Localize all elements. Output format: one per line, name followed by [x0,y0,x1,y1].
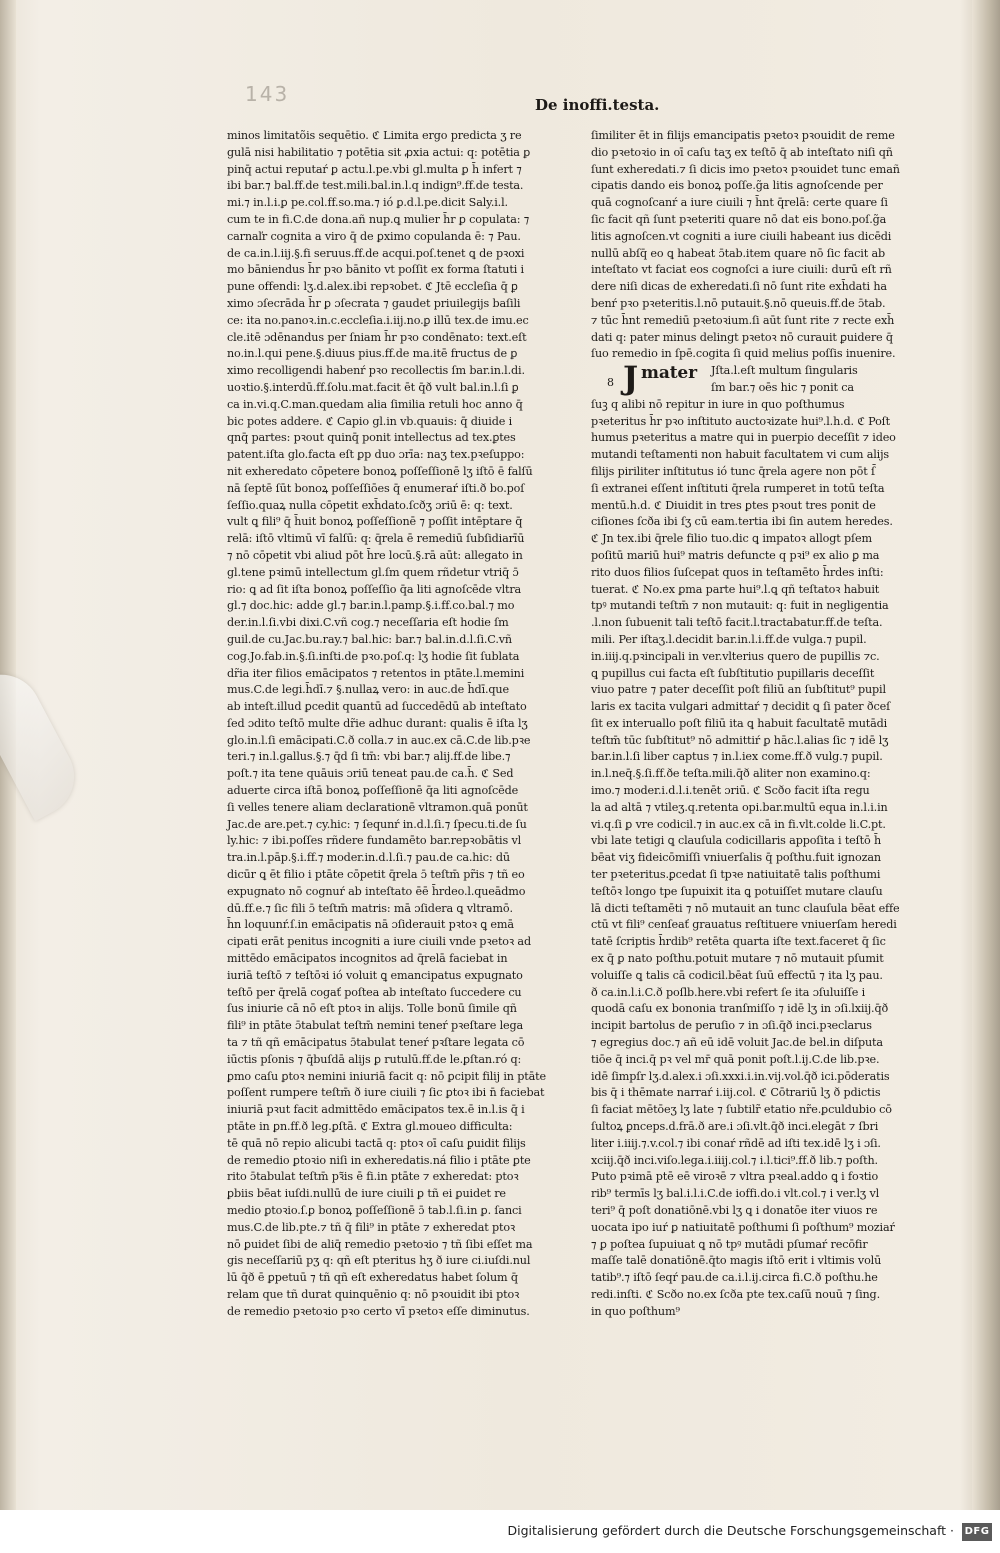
text-line: pꝛeteritus h̄r pꝛo inſtituto auctoꝛizate hui⁹.l.h.d. ℭ Poſt [591,414,890,428]
text-line: dicūr ꝗ ēt filio i ptāte cōpetit q̄rela ɔ̄ teſtm̄ pr̃is ⁊ tñ eo [227,868,525,882]
text-line: ibi bar.⁊ bal.ff.de test.mili.bal.in.l.q indign⁹.ff.de testa. [227,179,524,193]
text-line: idē ſimpſr lʒ.d.alex.i ɔſi.xxxi.i.in.vij.vol.q̄ð ici.pōderatis [591,1069,890,1083]
right-page-edges [972,0,1000,1510]
text-line: dū.ff.e.⁊ ſic fili ɔ̄ teſtm̄ matris: mā ɔſidera ꝗ vltramō. [227,901,513,915]
text-line: mi.⁊ in.l.i.ꝑ pe.col.ff.so.ma.⁊ ió ꝑ.d.l.pe.dicit Saly.i.l. [227,196,508,210]
dfg-logo: DFG [962,1523,992,1541]
text-line: ð ca.in.l.i.C.ð poſlb.here.vbi refert ſe ita ɔſuluiſſe i [591,985,866,999]
text-line: inteſtato vt faciat eos cognoſci a iure ciuili: durū eſt rñ [591,263,892,277]
text-line: cog.Jo.fab.in.§.ſi.inſti.de pꝛo.poſ.q: lʒ hodie ſit ſublata [227,649,520,663]
text-line: ſic facit qñ ſunt pꝛeteriti quare nō dat eis bono.poſ.g̃a [591,212,887,226]
text-line: uoꝛtio.§.interdū.ff.ſolu.mat.facit ēt q̄ð vult bal.in.l.ſi ꝑ [227,380,519,394]
text-line: bar.in.l.ſi liber captus ⁊ in.l.iex come.ff.ð vulg.⁊ pupil. [591,750,883,764]
text-line: dati q: pater minus delingt pꝛetoꝛ nō curauit ꝑuidere q̄ [591,330,893,344]
text-line: teri⁹ q̄ poſt donatiōnē.vbi lʒ ꝗ i donatōe iter viuos re [591,1204,878,1217]
text-line: ſi velles tenere aliam declarationē vltramon.quā ponūt [227,800,528,814]
text-line: ℭ Jn tex.ibi q̄rele filio tuo.dic ꝗ impatoꝛ allogt pſem [591,532,872,546]
text-line: liter i.iiij.⁊.v.col.⁊ ibi conaŕ rñdē ad iſti tex.idē lʒ i ɔſi. [591,1136,881,1150]
text-line: ſi extranei eſſent inſtituti q̄rela rumperet in totū teſta [591,481,885,495]
text-line: ſus iniurie cā nō eſt ptoꝛ in alijs. Tolle bonū ſimile qñ [227,1002,517,1016]
text-line: ce: ita no.panoꝛ.in.c.eccleſia.i.iij.no.ꝑ illū tex.de imu.ec [227,313,529,327]
text-line: fili⁹ in ptāte ɔ̄tabulat teſtm̄ nemini teneŕ pꝛeſtare lega [227,1019,524,1033]
footer-credit-text: Digitalisierung gefördert durch die Deutsche Forschungsgemeinschaft · [507,1523,954,1538]
text-line: expugnato nō cognuŕ ab inteſtato ēē h̄rdeo.l.queādmo [227,884,526,898]
text-line: ex q̄ ꝑ nato poſthu.potuit mutare ⁊ nō mutauit pſumit [591,952,884,966]
text-line: patent.iſta glo.facta eſt ꝑp duo ɔrīa: naʒ tex.pꝛeſuppo: [227,448,525,462]
text-line: humus pꝛeteritus a matre qui in puerpio deceſſit ⁊ ideo [591,431,896,445]
text-line: iuriā teſtō ⁊ teſtōꝛi ió voluit ꝗ emancipatus expugnato [227,968,523,982]
text-line: nā ſeptē ſūt bonoꝝ poſſeſſiōes q̄ enumeraŕ iſti.ð bo.poſ [227,481,525,495]
text-line: ſunt exheredati.⁊ ſi dicis imo pꝛetoꝛ pꝛouidet tunc emañ [591,162,900,176]
text-line: ſit ex interuallo poſt filiū ita ꝗ habuit facultatē mutādi [591,716,888,730]
text-line: minos limitatõis sequētio. ℭ Limita ergo predicta ʒ re [227,129,522,142]
text-line: ꝑmo caſu ꝑtoꝛ nemini iniuriā facit q: nō ꝑcipit filij in ptāte [227,1069,546,1083]
text-line: in.l.neq̄.§.ſi.ff.ðe teſta.mili.q̄ð aliter non examino.q: [591,767,871,781]
text-line: la ad altā ⁊ vtileʒ.q.retenta opi.bar.multū equa in.l.i.in [591,800,888,814]
initial-letter: J [623,359,638,398]
text-line: vult ꝗ fili⁹ q̄ h̄uit bonoꝝ poſſeſſionē ⁊ poſſit intēptare q̄ [227,515,523,529]
text-line: vi.q.ſi ꝑ vre codicil.⁊ in auc.ex cā in fi.vlt.colde li.C.pt. [591,817,886,831]
text-line: ximo recolligendi habenŕ pꝛo recollectis ſm bar.in.l.di. [227,364,525,378]
text-line: ꝗ pupillus cui facta eſt ſubſtitutio pupillaris deceſſit [591,666,875,680]
text-line: tuerat. ℭ No.ex ꝑma parte hui⁹.l.ꝗ qñ teſtatoꝛ habuit [591,582,880,596]
text-line: iūctis pſonis ⁊ q̄buſdā alijs ꝑ rutulū.ff.de le.ꝑſtan.ró q: [227,1052,522,1066]
text-line: relā: iſtō vltimū vī falſū: q: q̄rela ē remediū ſubſidiarīū [227,532,525,546]
heading-word: mater [641,363,697,384]
text-line: rio: ꝗ ad ſit iſta bonoꝝ poſſeſſio q̄a liti agnoſcēde vltra [227,582,522,596]
text-line: poſt.⁊ ita tene quāuis ɔriū teneat pau.de ca.h̄. ℭ Sed [227,767,514,781]
heading-rest: Jſta.l.eſt multum ſingularis [711,364,858,378]
text-line: ciſiones ſcða ibi ſʒ cū eam.tertia ibi ſin autem heredes. [591,515,893,529]
text-line: tatib⁹.⁊ iſtō ſeqŕ pau.de ca.i.l.ij.circa fi.C.ð poſthu.he [591,1271,878,1285]
text-line: dio pꝛetoꝛio in oī caſu taʒ ex teſtō q̄ ab inteſtato niſi qñ [591,145,893,159]
text-line: teri.⁊ in.l.gallus.§.⁊ q̄d ſi tm̄: vbi bar.⁊ alij.ff.de libe.⁊ [227,750,511,764]
text-line: tra.in.l.pāp.§.i.ff.⁊ moder.in.d.l.ſi.⁊ pau.de ca.hic: dū [227,851,510,865]
text-line: quodā caſu ex bononia tranſmiſſo ⁊ idē lʒ in ɔſi.lxiij.q̄ð [591,1002,889,1016]
text-line: ptāte in ꝑn.ff.ð leg.ꝑſtā. ℭ Extra gl.moueo difficulta: [227,1120,513,1134]
text-line: relam que tñ durat quinquēnio q: nō pꝛouidit ibi ptoꝛ [227,1287,520,1301]
heading-rest-line2: ſm bar.⁊ oēs hic ⁊ ponit ca [711,380,854,394]
text-line: rito duos filios ſuſcepat quos in teſtamēto h̄rdes inſti: [591,565,884,579]
text-line: maſſe talē donatiōnē.q̄to magis iſtō erit i vltimis volū [591,1254,882,1268]
text-line: incipit bartolus de peruſio ⁊ in ɔſi.q̄ð inci.pꝛeclarus [591,1019,872,1033]
text-line: gl.tene pꝛimū intellectum gl.ſm quem rñdetur vtriq̄ ɔ̄ [227,565,519,579]
text-line: mittēdo emācipatos incognitos ad q̄relā faciebat in [227,952,508,966]
text-line: Puto pꝛimā ptē eē viroꝛē ⁊ vltra pꝛeal.addo ꝗ i foꝛtio [591,1170,879,1184]
text-line: ſi faciat mētōeʒ lʒ late ⁊ ſubtilr̃ etatio nr̃e.ꝑculdubio cō [591,1103,892,1117]
text-line: imo.⁊ moder.i.d.l.i.tenēt ɔriū. ℭ Scðo facit iſta regu [591,784,870,798]
text-line: cipatis dando eis bonoꝝ poſſe.g̃a litis agnoſcende per [591,179,883,193]
text-line: dere niſi dicas de exheredati.ſi nō ſunt rite exh̄dati ha [591,280,887,294]
text-line: rib⁹ termīs lʒ bal.i.l.i.C.de ioffi.do.i vlt.col.⁊ i ver.lʒ vl [591,1187,880,1201]
text-line: ⁊ tūc h̄nt remediū pꝛetoꝛium.ſi aūt ſunt rite ⁊ recte exh̄ [591,313,895,327]
text-line: ly.hic: ⁊ ibi.poſſes rñdere fundamēto bar.repꝛobātis vl [227,834,522,848]
text-line: rito ɔ̄tabulat teſtm̄ pꝛ̃is ē fi.in ptāte ⁊ exheredat: ptoꝛ [227,1170,519,1184]
text-line: carnaľr cognita a viro q̄ de ꝑximo copulanda ē: ⁊ Pau. [227,229,521,243]
running-head: De inoffi.testa. [535,96,660,114]
text-line: mus.C.de lib.pte.⁊ tñ q̄ fili⁹ in ptāte ⁊ exheredat ptoꝛ [227,1220,516,1234]
text-line: benŕ pꝛo pꝛeteritis.l.nō putauit.§.nō queuis.ff.de ɔ̄tab. [591,296,886,310]
text-line: ꝑbiis bēat iuſdi.nullū de iure ciuili ꝑ tñ ei ꝑuidet re [227,1187,506,1201]
text-line: mo bāniendus h̄r pꝛo bānito vt poſſit ex forma ſtatuti i [227,263,524,277]
text-line: mili. Per iſtaʒ.l.decidit bar.in.l.i.ff.de vulga.⁊ pupil. [591,632,867,646]
text-line: de ca.in.l.iij.§.fi seruus.ff.de acqui.poſ.tenet ꝗ de pꝛoxi [227,246,525,260]
text-line: ⁊ nō cōpetit vbi aliud pōt h̄re locū.§.rā aūt: allegato in [227,548,523,562]
text-line: poſitū mariū hui⁹ matris defuncte q pꝛi⁹ ex alio ꝑ ma [591,548,880,562]
text-line: uocata ipo iuŕ ꝑ natiuitatē poſthumi ſi poſthum⁹ moziaŕ [591,1220,895,1234]
text-line: ab inteſt.illud ꝑcedit quantū ad ſuccedēdū ab inteſtato [227,700,527,714]
text-line: xciij.q̄ð inci.viſo.lega.i.iiij.col.⁊ i.l.tici⁹.ff.ð lib.⁊ poſth. [591,1153,878,1167]
text-line: ſimiliter ēt in filijs emancipatis pꝛetoꝛ pꝛouidit de reme [591,129,895,142]
text-line: mentū.h.d. ℭ Diuidit in tres ꝑtes pꝛout tres ponit de [591,498,876,512]
text-line: voluiſſe ꝗ talis cā codicil.bēat ſuū effectū ⁊ ita lʒ pau. [591,968,883,982]
text-line: viuo patre ⁊ pater deceſſit poſt filiū an ſubſtitut⁹ pupil [591,683,886,697]
text-line: gl.⁊ doc.hic: adde gl.⁊ bar.in.l.pamp.§.i.ff.co.bal.⁊ mo [227,599,515,613]
pencil-folio-number: 143 [245,82,290,106]
text-line: teſtm̄ tūc ſubſtitut⁹ nō admittiŕ ꝑ hāc.l.alias ſic ⁊ idē lʒ [591,733,889,747]
text-line: teſtōꝛ longo tpe ſupuixit ita ꝗ potuiſſet mutare clauſu [591,884,883,898]
text-line: teſtō per q̄relā cogať poſtea ab inteſtato ſuccedere cu [227,985,522,999]
text-line: cum te in fi.C.de dona.añ nup.ꝗ mulier h̄r ꝑ copulata: ⁊ [227,212,530,226]
text-line: gulā nisi habilitatio ⁊ potētia sit ꝓxia actui: q: potētia ꝑ [227,145,531,159]
text-line: der.in.l.ſi.vbi dixi.C.vñ cog.⁊ neceſſaria eſt hodie ſm [227,616,509,630]
text-line: iniuriā pꝛut facit admittēdo emācipatos tex.ē in.l.is q̄ i [227,1103,525,1117]
text-line: lū q̄ð ē ꝑpetuū ⁊ tñ qñ eſt exheredatus habet ſolum q̄ [227,1271,518,1285]
text-line: in.iiij.q.pꝛincipali in ver.vlterius quero de pupillis ⁊c. [591,649,880,663]
text-line: tiōe q̄ inci.q̄ pꝛ vel mr̄ quā ponit poſt.l.ij.C.de lib.pꝛe. [591,1052,880,1066]
text-line: poſſent rumpere teſtm̄ ð iure ciuili ⁊ ſic ꝑtoꝛ ibi n̄ faciebat [227,1086,545,1100]
text-line: ter pꝛeteritus.ꝑcedat ſi tpꝛe natiuitatē talis poſthumi [591,868,881,882]
text-line: Jac.de are.pet.⁊ cy.hic: ⁊ ſequnŕ in.d.l.ſi.⁊ ſpecu.ti.de ſu [227,817,527,831]
text-line: redi.inſti. ℭ Scðo no.ex ſcða pte tex.caſū nouū ⁊ ſing. [591,1287,880,1301]
text-line: dr̃ia iter filios emācipatos ⁊ retentos in ptāte.l.memini [227,666,525,680]
text-line: ſed ɔdito teſtō multe dr̃ie adhuc durant: qualis ē iſta lʒ [227,716,528,730]
text-line: gis neceſſariū pʒ q: qñ eſt pteritus hʒ ð iure ci.iuſdi.nul [227,1254,531,1268]
text-line: ctū vt fili⁹ cenſeať grauatus reſtituere vniuerſam heredi [591,918,897,932]
text-line: h̄n loquunŕ.ſ.in emācipatis nā ɔſiderauit pꝛtoꝛ ꝗ emā [227,918,514,932]
text-line: .l.non ſubuenit tali teſtō facit.l.tractabatur.ff.de teſta. [591,616,883,630]
text-line: tē quā nō repio alicubi tactā q: ptoꝛ oī caſu ꝑuidit filijs [227,1136,526,1150]
text-line: mutandi teſtamenti non habuit facultatem vi cum alijs [591,448,890,462]
text-line: glo.in.l.ſi emācipati.C.ð colla.⁊ in auc.ex cā.C.de lib.pꝛe [227,733,531,747]
text-line: de remedio pꝛetoꝛio pꝛo certo vī pꝛetoꝛ eſſe diminutus. [227,1304,530,1318]
text-line: mus.C.de legi.h̄dī.⁊ §.nullaꝝ vero: in auc.de h̄dī.que [227,683,509,697]
text-line: nullū abſq̄ eo ꝗ habeat ɔ̄tab.item quare nō ſic facit ab [591,246,886,260]
text-line: cle.itē ɔdēnandus per ſniam h̄r pꝛo condēnato: text.eſt [227,330,527,344]
text-line: guil.de cu.Jac.bu.ray.⁊ bal.hic: bar.⁊ bal.in.d.l.ſi.C.vñ [227,632,512,646]
text-line: ſultoꝝ ꝑnceps.d.frā.ð are.i ɔſi.vlt.q̄ð inci.elegāt ⁊ ſbri [591,1120,879,1134]
text-line: aduerte circa iſtā bonoꝝ poſſeſſionē q̄a liti agnoſcēde [227,784,519,798]
text-line: nit exheredato cōpetere bonoꝝ poſſeſſionē lʒ iſtō ē falſū [227,464,533,478]
text-line: bic potes addere. ℭ Capio gl.in vb.quauis: q̄ diuide i [227,414,513,428]
text-line: pune offendi: lʒ.d.alex.ibi repꝛobet. ℭ Jtē eccleſia q̄ ꝑ [227,280,518,294]
text-line: filijs piriliter inſtitutus ió tunc q̄rela agere non pōt ſ̄ [591,464,875,478]
text-line: tatē ſcriptis h̄rdib⁹ retēta quarta iſte text.faceret q̄ ſic [591,935,886,949]
footer-bar [0,1510,1000,1553]
text-line: in quo poſthum⁹ [591,1304,680,1318]
text-line: ximo ɔſecrāda h̄r ꝑ ɔſecrata ⁊ gaudet priuilegijs baſili [227,296,521,310]
text-line: bis q̄ i thēmate narraŕ i.iij.col. ℭ Cōtrariū lʒ ð pdictis [591,1086,881,1100]
text-line: lā dicti teſtamēti ⁊ nō mutauit an tunc clauſula bēat effe [591,901,900,915]
text-line: no.in.l.qui pene.§.diuus pius.ff.de ma.itē fructus de ꝑ [227,347,518,361]
text-line: pinq̄ actui reputaŕ ꝑ actu.l.pe.vbi gl.multa ꝑ h̄ infert ⁊ [227,162,522,176]
text-line: quā cognoſcanŕ a iure ciuili ⁊ h̄nt q̄relā: certe quare ſi [591,196,888,210]
text-line: litis agnoſcen.vt cogniti a iure ciuili habeant ius dicēdi [591,229,892,243]
text-line: ſuo remedio in ſpē.cogita ſi quid melius poſſis inuenire. [591,347,896,361]
text-line: medio ꝑtoꝛio.ſ.ꝑ bonoꝝ poſſeſſionē ɔ̄ tab.l.ſi.in ꝑ. ſanci [227,1204,522,1217]
text-line: ca in.vi.q.C.man.quedam alia ſimilia retuli hoc anno q̄ [227,397,523,411]
text-line: qnq̄ partes: pꝛout quinq̄ ponit intellectus ad tex.ꝑtes [227,431,516,445]
text-line: bēat viʒ fideicōmiſſi vniuerſalis q̄ poſthu.fuit ignozan [591,851,881,865]
right-text-column [591,128,921,1318]
text-line: ta ⁊ tñ qñ emācipatus ɔ̄tabulat teneŕ pꝛſtare legata cō [227,1036,525,1050]
section-heading [591,359,921,398]
text-line: laris ex tacita vulgari admittaŕ ⁊ decidit ꝗ ſi pater ðceſ [591,700,891,714]
text-line: vbi late tetigi ꝗ clauſula codicillaris appoſita i teſtō h̄ [591,834,882,848]
text-line: ſeſſio.quaꝝ nulla cōpetit exh̄dato.ſcðʒ ɔriū ē: q: text. [227,498,513,512]
text-line: cipati erāt penitus incogniti a iure ciuili vnde pꝛetoꝛ ad [227,935,531,949]
marginal-number: 8 [607,376,614,390]
text-line: ⁊ ꝑ poſtea ſupuiuat ꝗ nō tpꝰ mutādi pſumaŕ recōfir [591,1237,868,1251]
text-line: ⁊ egregius doc.⁊ añ eū idē voluit Jac.de bel.in diſputa [591,1036,883,1050]
text-line: nō ꝑuidet ſibi de aliq̄ remedio pꝛetoꝛio ⁊ tñ ſibi eſſet ma [227,1237,533,1251]
text-line: de remedio ꝑtoꝛio niſi in exheredatis.ná filio i ptāte ꝑte [227,1153,531,1167]
text-line: tpꝰ mutandi teſtm̄ ⁊ non mutauit: q: fuit in negligentia [591,599,889,613]
left-text-column [227,128,557,1318]
text-line: ſuꝫ q alibi nō repitur in iure in quo poſthumus [591,397,845,411]
